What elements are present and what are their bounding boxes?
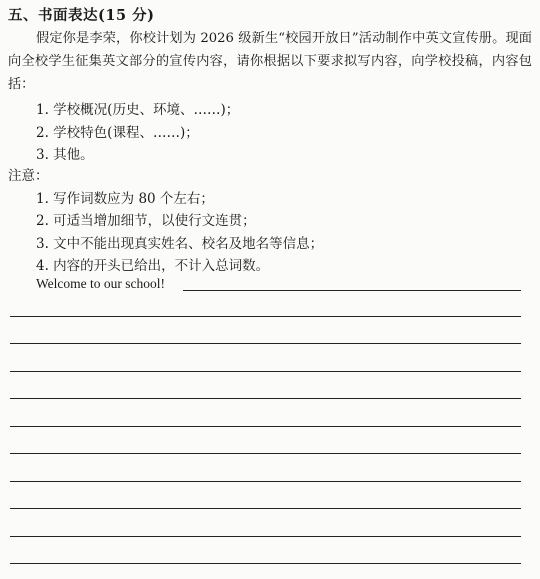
writing-line-8[interactable] [10, 508, 521, 509]
writing-line-3[interactable] [10, 371, 521, 372]
note-item-3: 3. 文中不能出现真实姓名、校名及地名等信息； [36, 236, 324, 252]
answer-opening-text: Welcome to our school! [36, 276, 166, 291]
note-item-4: 4. 内容的开头已给出，不计入总词数。 [36, 258, 270, 274]
section-title: 五、书面表达(15 分) [8, 7, 155, 24]
answer-line-first[interactable] [183, 290, 521, 291]
writing-line-9[interactable] [10, 536, 521, 537]
prompt-paragraph: 假定你是李荣，你校计划为 2026 级新生“校园开放日”活动制作中英文宣传册。现面向全校学生征集英文部分的宣传内容，请你根据以下要求拟写内容，向学校投稿，内容包括： [8, 31, 532, 92]
writing-line-4[interactable] [10, 398, 521, 399]
writing-line-1[interactable] [10, 316, 521, 317]
writing-line-6[interactable] [10, 453, 521, 454]
requirement-item-1: 1. 学校概况(历史、环境、……)； [36, 102, 240, 118]
writing-line-10[interactable] [10, 563, 521, 564]
requirement-item-2: 2. 学校特色(课程、……)； [36, 125, 199, 141]
writing-line-2[interactable] [10, 343, 521, 344]
writing-line-7[interactable] [10, 481, 521, 482]
note-item-1: 1. 写作词数应为 80 个左右； [36, 191, 214, 207]
requirement-item-3: 3. 其他。 [36, 147, 94, 163]
writing-line-5[interactable] [10, 426, 521, 427]
note-item-2: 2. 可适当增加细节，以使行文连贯； [36, 213, 256, 229]
notes-title: 注意： [8, 168, 49, 184]
